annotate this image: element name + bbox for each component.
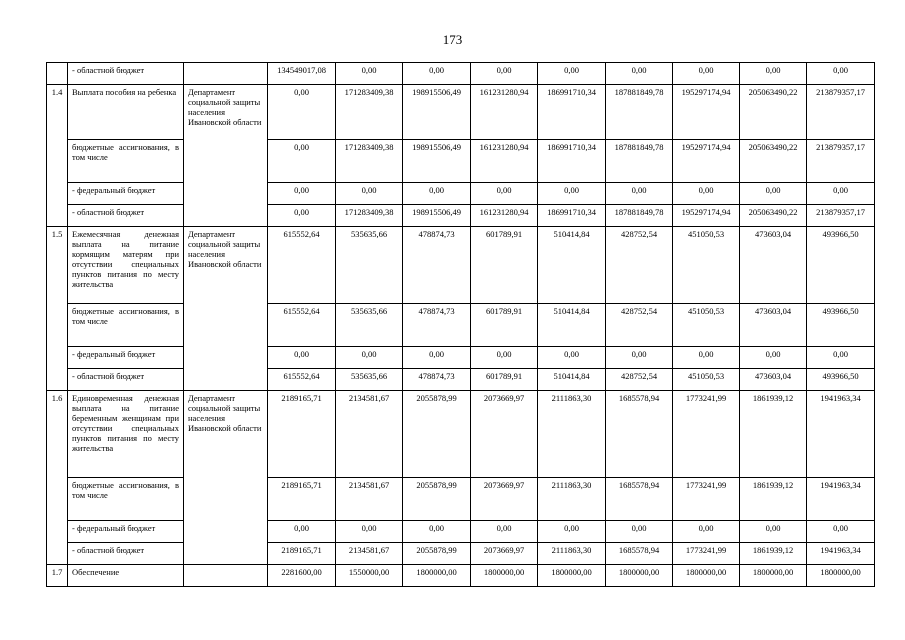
value-cell: 0,00 xyxy=(268,140,336,183)
value-cell: 2134581,67 xyxy=(336,478,403,521)
value-cell: 1685578,94 xyxy=(606,478,673,521)
table-row xyxy=(47,565,875,587)
value-cell: 171283409,38 xyxy=(336,205,403,227)
row-label: Единовременная денежная выплата на питание беременным женщинам при отсутствии специальных пунктов питания по месту жительства xyxy=(68,391,184,478)
value-cell: 0,00 xyxy=(403,63,471,85)
value-cell: 0,00 xyxy=(538,63,606,85)
value-cell: 601789,91 xyxy=(471,304,538,347)
value-cell: 0,00 xyxy=(403,521,471,543)
table-row xyxy=(47,521,875,543)
value-cell: 1800000,00 xyxy=(606,565,673,587)
value-cell: 0,00 xyxy=(471,183,538,205)
value-cell: 186991710,34 xyxy=(538,205,606,227)
value-cell: 198915506,49 xyxy=(403,85,471,140)
value-cell: 451050,53 xyxy=(673,304,740,347)
value-cell: 0,00 xyxy=(268,521,336,543)
value-cell: 161231280,94 xyxy=(471,205,538,227)
table-row xyxy=(47,85,875,140)
value-cell: 2111863,30 xyxy=(538,543,606,565)
value-cell: 0,00 xyxy=(268,85,336,140)
value-cell: 2134581,67 xyxy=(336,543,403,565)
value-cell: 0,00 xyxy=(538,521,606,543)
value-cell: 493966,50 xyxy=(807,369,875,391)
value-cell: 0,00 xyxy=(606,183,673,205)
section-number: 1.6 xyxy=(47,391,68,565)
value-cell: 2055878,99 xyxy=(403,543,471,565)
value-cell: 1800000,00 xyxy=(538,565,606,587)
table-row xyxy=(47,63,875,85)
value-cell: 0,00 xyxy=(673,347,740,369)
value-cell: 1861939,12 xyxy=(740,478,807,521)
value-cell: 535635,66 xyxy=(336,304,403,347)
value-cell: 187881849,78 xyxy=(606,205,673,227)
value-cell: 473603,04 xyxy=(740,227,807,304)
value-cell: 601789,91 xyxy=(471,369,538,391)
value-cell: 1800000,00 xyxy=(740,565,807,587)
value-cell: 195297174,94 xyxy=(673,140,740,183)
value-cell: 1773241,99 xyxy=(673,543,740,565)
value-cell: 451050,53 xyxy=(673,227,740,304)
table-row xyxy=(47,369,875,391)
value-cell: 0,00 xyxy=(606,347,673,369)
value-cell: 428752,54 xyxy=(606,304,673,347)
value-cell: 0,00 xyxy=(673,183,740,205)
value-cell: 1800000,00 xyxy=(471,565,538,587)
value-cell: 213879357,17 xyxy=(807,140,875,183)
value-cell: 0,00 xyxy=(268,205,336,227)
value-cell: 0,00 xyxy=(807,183,875,205)
value-cell: 1773241,99 xyxy=(673,478,740,521)
value-cell: 1861939,12 xyxy=(740,543,807,565)
value-cell: 1685578,94 xyxy=(606,543,673,565)
row-label: бюджетные ассигнования, в том числе xyxy=(68,140,184,183)
value-cell: 0,00 xyxy=(268,183,336,205)
row-label: - федеральный бюджет xyxy=(68,521,184,543)
value-cell: 0,00 xyxy=(471,521,538,543)
value-cell: 0,00 xyxy=(268,347,336,369)
value-cell: 535635,66 xyxy=(336,369,403,391)
value-cell: 171283409,38 xyxy=(336,85,403,140)
value-cell: 428752,54 xyxy=(606,227,673,304)
value-cell: 0,00 xyxy=(740,63,807,85)
value-cell: 0,00 xyxy=(336,347,403,369)
value-cell: 2073669,97 xyxy=(471,543,538,565)
value-cell: 161231280,94 xyxy=(471,140,538,183)
table-row xyxy=(47,391,875,478)
table-row xyxy=(47,205,875,227)
value-cell: 478874,73 xyxy=(403,227,471,304)
value-cell: 2134581,67 xyxy=(336,391,403,478)
row-label: бюджетные ассигнования, в том числе xyxy=(68,304,184,347)
value-cell: 510414,84 xyxy=(538,304,606,347)
value-cell: 473603,04 xyxy=(740,369,807,391)
value-cell: 1800000,00 xyxy=(403,565,471,587)
value-cell: 2189165,71 xyxy=(268,543,336,565)
value-cell: 213879357,17 xyxy=(807,85,875,140)
value-cell: 1800000,00 xyxy=(807,565,875,587)
value-cell: 451050,53 xyxy=(673,369,740,391)
value-cell: 0,00 xyxy=(807,63,875,85)
value-cell: 615552,64 xyxy=(268,227,336,304)
value-cell: 510414,84 xyxy=(538,227,606,304)
value-cell: 198915506,49 xyxy=(403,140,471,183)
value-cell: 1861939,12 xyxy=(740,391,807,478)
value-cell: 0,00 xyxy=(471,63,538,85)
value-cell: 601789,91 xyxy=(471,227,538,304)
row-label: - федеральный бюджет xyxy=(68,347,184,369)
value-cell: 2055878,99 xyxy=(403,478,471,521)
row-label: бюджетные ассигнования, в том числе xyxy=(68,478,184,521)
value-cell: 0,00 xyxy=(336,183,403,205)
value-cell: 1941963,34 xyxy=(807,543,875,565)
value-cell: 205063490,22 xyxy=(740,205,807,227)
value-cell: 134549017,08 xyxy=(268,63,336,85)
row-label: - областной бюджет xyxy=(68,63,184,85)
value-cell: 198915506,49 xyxy=(403,205,471,227)
value-cell: 0,00 xyxy=(807,521,875,543)
page-number: 173 xyxy=(442,32,463,47)
table-row xyxy=(47,227,875,304)
value-cell: 2281600,00 xyxy=(268,565,336,587)
section-number: 1.5 xyxy=(47,227,68,391)
value-cell: 510414,84 xyxy=(538,369,606,391)
value-cell: 2111863,30 xyxy=(538,478,606,521)
value-cell: 2073669,97 xyxy=(471,391,538,478)
value-cell: 0,00 xyxy=(538,183,606,205)
department-cell xyxy=(184,565,268,587)
value-cell: 615552,64 xyxy=(268,369,336,391)
value-cell: 213879357,17 xyxy=(807,205,875,227)
row-label: Ежемесячная денежная выплата на питание кормящим матерям при отсутствии специальных пунктов питания по месту жительства xyxy=(68,227,184,304)
value-cell: 171283409,38 xyxy=(336,140,403,183)
value-cell: 2111863,30 xyxy=(538,391,606,478)
department-cell xyxy=(184,63,268,85)
table-row xyxy=(47,543,875,565)
value-cell: 0,00 xyxy=(538,347,606,369)
department-cell: Департамент социальной защиты населения Ивановской области xyxy=(184,85,268,227)
department-cell: Департамент социальной защиты населения Ивановской области xyxy=(184,391,268,565)
value-cell: 535635,66 xyxy=(336,227,403,304)
row-label: - федеральный бюджет xyxy=(68,183,184,205)
value-cell: 1550000,00 xyxy=(336,565,403,587)
value-cell: 205063490,22 xyxy=(740,140,807,183)
value-cell: 205063490,22 xyxy=(740,85,807,140)
value-cell: 0,00 xyxy=(336,63,403,85)
value-cell: 0,00 xyxy=(740,183,807,205)
value-cell: 0,00 xyxy=(403,347,471,369)
value-cell: 186991710,34 xyxy=(538,140,606,183)
value-cell: 195297174,94 xyxy=(673,85,740,140)
value-cell: 0,00 xyxy=(403,183,471,205)
value-cell: 0,00 xyxy=(673,521,740,543)
row-label: - областной бюджет xyxy=(68,543,184,565)
value-cell: 0,00 xyxy=(807,347,875,369)
value-cell: 493966,50 xyxy=(807,227,875,304)
table-row xyxy=(47,183,875,205)
value-cell: 473603,04 xyxy=(740,304,807,347)
value-cell: 0,00 xyxy=(471,347,538,369)
value-cell: 2055878,99 xyxy=(403,391,471,478)
table-row xyxy=(47,478,875,521)
value-cell: 1685578,94 xyxy=(606,391,673,478)
row-label: - областной бюджет xyxy=(68,205,184,227)
value-cell: 428752,54 xyxy=(606,369,673,391)
row-label: Обеспечение xyxy=(68,565,184,587)
table-row xyxy=(47,304,875,347)
value-cell: 0,00 xyxy=(606,63,673,85)
budget-table xyxy=(46,62,875,587)
value-cell: 2073669,97 xyxy=(471,478,538,521)
value-cell: 187881849,78 xyxy=(606,85,673,140)
value-cell: 187881849,78 xyxy=(606,140,673,183)
section-number: 1.4 xyxy=(47,85,68,227)
table-row xyxy=(47,347,875,369)
value-cell: 0,00 xyxy=(673,63,740,85)
row-label: - областной бюджет xyxy=(68,369,184,391)
value-cell: 0,00 xyxy=(740,521,807,543)
row-label: Выплата пособия на ребенка xyxy=(68,85,184,140)
value-cell: 478874,73 xyxy=(403,369,471,391)
section-number-cell xyxy=(47,63,68,85)
section-number: 1.7 xyxy=(47,565,68,587)
value-cell: 0,00 xyxy=(336,521,403,543)
value-cell: 2189165,71 xyxy=(268,391,336,478)
value-cell: 1941963,34 xyxy=(807,391,875,478)
value-cell: 161231280,94 xyxy=(471,85,538,140)
value-cell: 1773241,99 xyxy=(673,391,740,478)
value-cell: 1941963,34 xyxy=(807,478,875,521)
value-cell: 0,00 xyxy=(606,521,673,543)
value-cell: 0,00 xyxy=(740,347,807,369)
budget-table-body xyxy=(47,63,875,587)
table-row xyxy=(47,140,875,183)
value-cell: 615552,64 xyxy=(268,304,336,347)
value-cell: 1800000,00 xyxy=(673,565,740,587)
value-cell: 2189165,71 xyxy=(268,478,336,521)
value-cell: 186991710,34 xyxy=(538,85,606,140)
department-cell: Департамент социальной защиты населения Ивановской области xyxy=(184,227,268,391)
value-cell: 478874,73 xyxy=(403,304,471,347)
value-cell: 493966,50 xyxy=(807,304,875,347)
value-cell: 195297174,94 xyxy=(673,205,740,227)
